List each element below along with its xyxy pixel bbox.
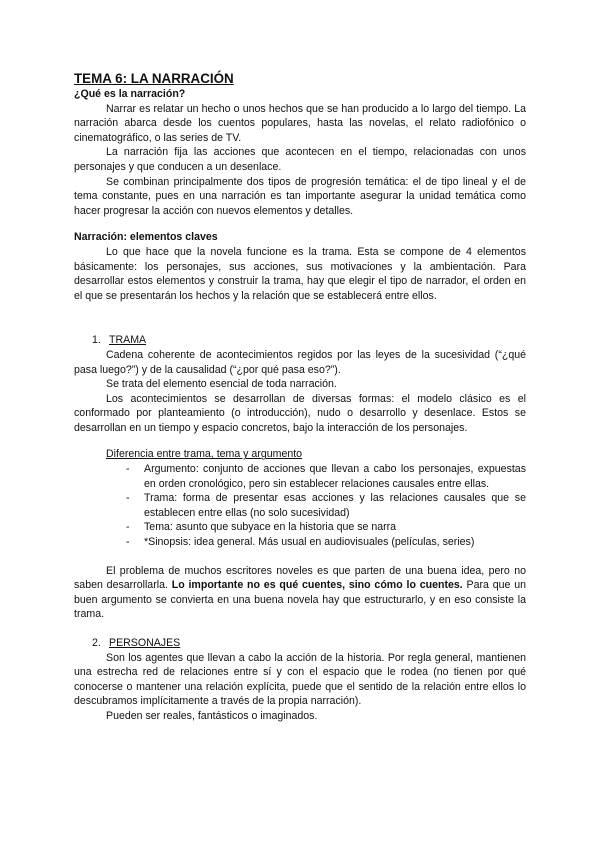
personajes-paragraph-2: Pueden ser reales, fantásticos o imaginados. — [106, 709, 318, 722]
intro-paragraph-1: Narrar es relatar un hecho o unos hechos que se han producido a lo largo del tiempo. La narración abarca desde los cuentos populares, hasta las novelas, el relato radiofónico o cinematográfico, o las series de TV. — [74, 102, 526, 144]
personajes-paragraph-1: Son los agentes que llevan a cabo la acción de la historia. Por regla general, mantienen una estrecha red de relaciones entre sí y con el espacio que le rodea (no tienen por qué conocerse o mantener una relación explícita, puede que el sentido de la relación entre ellos lo descubramos implícitamente a través de la propia narración). — [74, 651, 526, 708]
difference-list — [74, 462, 526, 550]
section-label: TRAMA — [109, 334, 147, 347]
closing-text-bold: Lo importante no es qué cuentes, sino cómo lo cuentes. — [171, 579, 463, 592]
bullet-marker: - — [126, 536, 130, 549]
spacer — [74, 550, 526, 564]
section-heading-trama — [92, 333, 526, 348]
list-item-text: *Sinopsis: idea general. Más usual en audiovisuales (películas, series) — [144, 536, 475, 549]
spacer — [74, 622, 526, 636]
closing-text-before: El problema de muchos escritores noveles es que parten de una buena idea, pero no saben desarrollarla. — [74, 564, 526, 592]
trama-closing-paragraph — [74, 564, 526, 622]
difference-heading: Diferencia entre trama, tema y argumento — [106, 448, 303, 461]
list-item — [126, 491, 526, 520]
intro-heading: ¿Qué es la narración? — [74, 88, 186, 100]
section-number: 1. — [92, 334, 101, 347]
closing-text-after: Para que un buen argumento se convierta en una buena novela hay que estructurarlo, y en eso consiste la trama. — [74, 579, 526, 621]
list-item — [126, 462, 526, 491]
intro-paragraph-3: Se combinan principalmente dos tipos de progresión temática: el de tipo lineal y el de tema constante, pues en una narración es tan importante asegurar la unidad temática como hacer progresar la acción con nuevos elementos y detalles. — [74, 175, 526, 217]
list-item — [126, 535, 526, 550]
bullet-marker: - — [126, 492, 130, 505]
intro-paragraph-2: La narración fija las acciones que acontecen en el tiempo, relacionadas con unos personajes y que conducen a un desenlace. — [74, 146, 526, 173]
trama-paragraph-3: Los acontecimientos se desarrollan de diversas formas: el modelo clásico es el conformado por planteamiento (o introducción), nudo o desarrollo y desenlace. Estos se desarrollan en un tiempo y espacio concretos, bajo la interacción de los personajes. — [74, 392, 526, 434]
spacer — [74, 218, 526, 230]
elements-heading: Narración: elementos claves — [74, 231, 218, 244]
section-number: 2. — [92, 637, 101, 649]
section-heading-personajes — [92, 636, 526, 651]
page-title: TEMA 6: LA NARRACIÓN — [74, 71, 234, 86]
spacer — [74, 303, 526, 333]
list-item — [126, 520, 526, 535]
bullet-marker: - — [126, 521, 130, 534]
document-page — [74, 70, 526, 724]
trama-paragraph-2: Se trata del elemento esencial de toda narración. — [106, 378, 337, 391]
section-label: PERSONAJES — [109, 637, 181, 649]
spacer — [74, 435, 526, 447]
list-item-text: Tema: asunto que subyace en la historia que se narra — [144, 521, 397, 534]
elements-paragraph: Lo que hace que la novela funcione es la trama. Esta se compone de 4 elementos básicamente: los personajes, sus acciones, sus motivaciones y la ambientación. Para desarrollar estos elementos y construir la trama, hay que elegir el tipo de narrador, el orden en el que se presentarán los hechos y la relación que se establecerá entre ellos. — [74, 245, 526, 302]
list-item-text: Trama: forma de presentar esas acciones y las relaciones causales que se establecen entre ellas (no solo sucesividad) — [144, 492, 526, 519]
trama-paragraph-1: Cadena coherente de acontecimientos regidos por las leyes de la sucesividad (“¿qué pasa luego?”) y de la causalidad (“¿por qué pasa eso?”). — [74, 348, 526, 376]
bullet-marker: - — [126, 463, 130, 476]
list-item-text: Argumento: conjunto de acciones que llevan a cabo los personajes, expuestas en orden cronológico, pero sin establecer relaciones causales entre ellas. — [144, 463, 526, 490]
